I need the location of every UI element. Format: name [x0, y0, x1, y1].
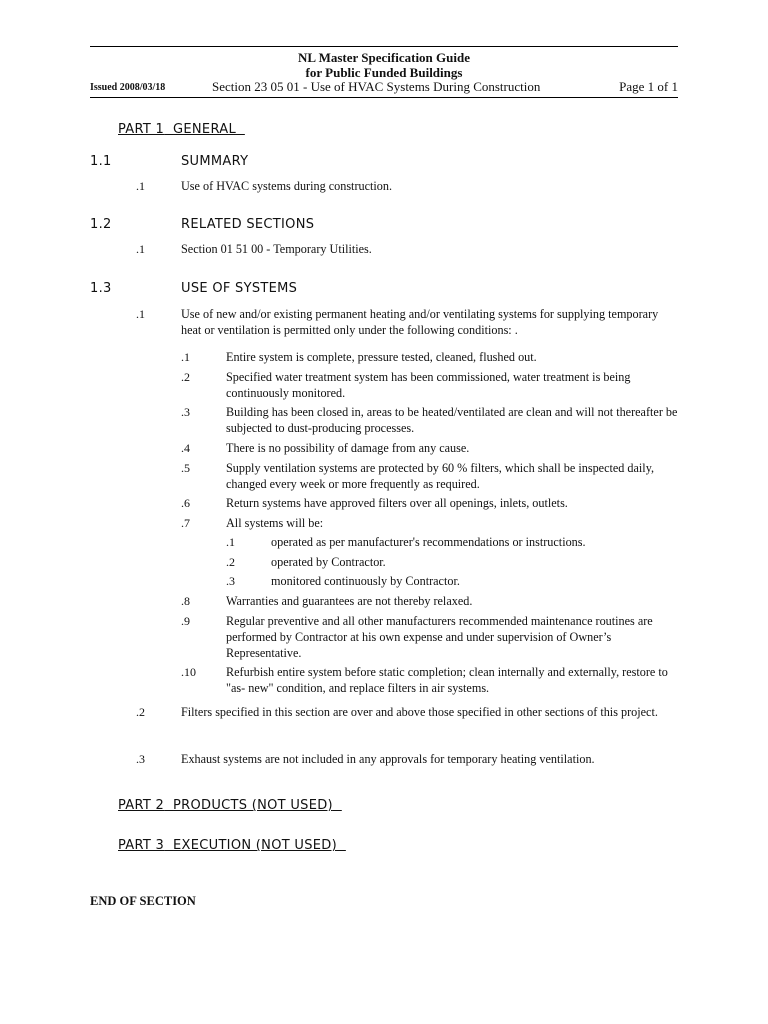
part-3-number: PART 3 [118, 838, 165, 853]
part-2-heading [118, 798, 342, 813]
part-3-heading [118, 838, 346, 853]
section-1-2-title: RELATED SECTIONS [181, 217, 315, 232]
section-1-3-number: 1.3 [90, 281, 112, 296]
subitem-num: .1 [181, 350, 190, 364]
subitem-num: .6 [181, 496, 190, 510]
subitem-text: There is no possibility of damage from any cause. [226, 441, 470, 455]
item-text: Section 01 51 00 - Temporary Utilities. [181, 242, 372, 256]
header-title-line1: NL Master Specification Guide [297, 50, 470, 65]
subitem-text: Building has been closed in, areas to be heated/ventilated are clean and will not thereafter be subjected to dust-producing processes. [226, 405, 678, 435]
subsubitem-num: .3 [226, 574, 235, 588]
item-num: .2 [136, 705, 145, 719]
part-2-title: PRODUCTS (NOT USED) [173, 798, 333, 813]
subitem-text: Warranties and guarantees are not thereby relaxed. [226, 594, 473, 608]
subitem-text: All systems will be: [226, 516, 324, 530]
item-num: .1 [136, 179, 145, 193]
subitem-text: Entire system is complete, pressure tested, cleaned, flushed out. [226, 350, 537, 364]
part-1-number: PART 1 [118, 122, 165, 137]
subitem-text: Specified water treatment system has been commissioned, water treatment is being continuously monitored. [226, 370, 631, 400]
subsubitem-text: monitored continuously by Contractor. [271, 574, 460, 588]
subsubitem-text: operated by Contractor. [271, 555, 386, 569]
subsubitem-num: .1 [226, 535, 235, 549]
subitem-num: .2 [181, 370, 190, 384]
end-of-section: END OF SECTION [90, 894, 196, 908]
item-text: Use of HVAC systems during construction. [181, 179, 393, 193]
item-num: .3 [136, 752, 145, 766]
subsubitem-num: .2 [226, 555, 235, 569]
part-1-title: GENERAL [173, 122, 236, 137]
header-title-line2: for Public Funded Buildings [305, 65, 463, 80]
subitem-num: .7 [181, 516, 190, 530]
part-2-number: PART 2 [118, 798, 165, 813]
subitem-num: .3 [181, 405, 190, 419]
header-top-rule [90, 46, 678, 47]
item-text: Use of new and/or existing permanent heating and/or ventilating systems for supplying temporary heat or ventilation is permitted only under the following conditions: . [181, 307, 659, 337]
item-num: .1 [136, 307, 145, 321]
subitem-num: .4 [181, 441, 190, 455]
subitem-num: .10 [181, 665, 196, 679]
subitem-text: Return systems have approved filters over all openings, inlets, outlets. [226, 496, 568, 510]
issued-date: Issued 2008/03/18 [90, 82, 166, 93]
subsubitem-text: operated as per manufacturer's recommendations or instructions. [271, 535, 586, 549]
subitem-num: .8 [181, 594, 190, 608]
header-info-row [90, 79, 678, 95]
section-1-1-title: SUMMARY [181, 154, 249, 169]
subitem-text: Refurbish entire system before static completion; clean internally and externally, restore to "as- new" condition, and replace filters in air systems. [226, 665, 668, 695]
subitem-num: .9 [181, 614, 190, 628]
item-text: Filters specified in this section are over and above those specified in other sections of this project. [181, 705, 658, 719]
page-number: Page 1 of 1 [619, 79, 678, 94]
part-1-heading [118, 122, 245, 137]
section-1-2-number: 1.2 [90, 217, 112, 232]
subitem-num: .5 [181, 461, 190, 475]
section-1-1-number: 1.1 [90, 154, 112, 169]
subitem-text: Regular preventive and all other manufacturers recommended maintenance routines are performed by Contractor at his own expense and under supervision of Owner’s Representative. [226, 614, 653, 660]
subitem-text: Supply ventilation systems are protected by 60 % filters, which shall be inspected daily, changed every week or more frequently as required. [226, 461, 655, 491]
section-title: Section 23 05 01 - Use of HVAC Systems During Construction [212, 79, 541, 94]
item-text: Exhaust systems are not included in any approvals for temporary heating ventilation. [181, 752, 595, 766]
part-3-title: EXECUTION (NOT USED) [173, 838, 337, 853]
item-num: .1 [136, 242, 145, 256]
header-bottom-rule [90, 97, 678, 98]
section-1-3-title: USE OF SYSTEMS [181, 281, 298, 296]
